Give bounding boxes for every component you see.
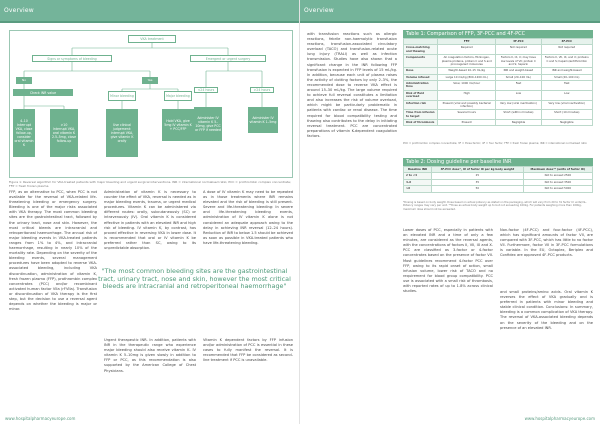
table1-cell: Present (viral and possibly bacterial infection): [438, 100, 496, 110]
right-footer-url[interactable]: www.hospitalpharmacyeurope.com: [524, 416, 595, 421]
flow-emergent-surgery: Emergent or urgent surgery: [190, 55, 266, 62]
left-header: [0, 0, 299, 23]
right-header-title: Overview: [304, 7, 334, 14]
table1-cell: Slow; 1000 mL/hour: [438, 81, 496, 91]
flow-major-bleeding: Major bleeding: [164, 91, 192, 101]
right-column-3: Non-factor (4F-PCC) and four-factor (4F-PCC), which has significant amounts of factor VII, are compared with 3F-PCC, which has little to no factor VII. Furthermore, factor VII in 3F-PCC formulations is variable. In the EU, Octaplex, Beriplex and Confidex are approved 4F-PCC products.: [500, 228, 593, 258]
table1-cell: Volume infused: [404, 74, 438, 80]
table2-body: [404, 173, 593, 192]
table1-row: [404, 120, 593, 126]
flow-minor-bleeding: Minor bleeding: [108, 91, 136, 101]
right-column-1: with transfusion reactions such as allergic reactions, febrile non-haemolytic transfusion reactions, transfusion-associated circulatory overload (TACO) and transfusion-related acute lung injury (TRALI) as well as infection transmission. Studies have also shown that a significant change in the INR following FFP transfusion is expected in FFP levels of 15 mL/kg. In addition, because each unit of plasma raises the activity of clotting factors by only 2–3%, the recommended dose to reverse VKA effect is around 15–30 mL/kg. The large volume required to achieve full reversal constitutes a limitation and also increases the risk of volume overload, which might be particularly problematic in patients with cardiac or renal disease. The time required for blood compatibility testing and thawing also contributes to the delay in initiating reversal treatment. PCC are concentrated preparations of vitamin K-dependent coagulation factors.: [307, 32, 397, 138]
table2-header-cell: 4F-PCC dose*, IU of factor IX per kg body weight: [432, 167, 524, 173]
flow-lt24: <24 hours: [194, 87, 218, 93]
table1-cell: High: [438, 90, 496, 100]
left-column-3-bottom: Vitamin K dependent factors by FFP infusion and/or administration of PCC is essential in these cases to fully manifest the reversal. It is recommended that FFP be considered as second-line treatment if PCC is unavailable.: [203, 338, 293, 363]
flow-vka-treatment: VKA treatment: [128, 35, 176, 43]
table1-cell: INR and weight-based: [541, 68, 592, 74]
flow-major-action: Hold VKA, give 5mg IV vitamin K + PCC/FFP: [162, 109, 194, 141]
flow-check-inr: Check INR value: [13, 89, 73, 96]
table1-cell: Low: [496, 90, 541, 100]
table1-cell: Short (within minutes): [496, 110, 541, 120]
table1-cell: Small (20–100 mL): [496, 74, 541, 80]
table1-cell: Low: [541, 90, 592, 100]
table2-header-cell: Baseline INR: [404, 167, 432, 173]
reversal-flowchart: [9, 30, 293, 178]
table1-cell: Risk of thrombosis: [404, 120, 438, 126]
right-page: [300, 0, 600, 424]
flow-gt24: >24 hours: [250, 87, 274, 93]
flow-signs-bleeding: Signs or symptoms of bleeding: [32, 55, 112, 62]
table1-cell: Large 10 mL/kg (800–1200 mL): [438, 74, 496, 80]
table1-cell: Dose: [404, 68, 438, 74]
table1-cell: INR and weight-based: [496, 68, 541, 74]
table1-header-cell: 3F-PCC: [496, 39, 541, 45]
flow-gt24-action: Administer IV vitamin K 1–5mg: [248, 107, 278, 133]
figure-caption: Figure 1: Reversal algorithm for VKA-treated patients with major bleeding and urgent surgical interventions. INR = international normalised ratio; PCC = prothrombin complex concentrate; FFP = fresh frozen plasma: [9, 180, 292, 188]
table1-cell: Very low (viral inactivation): [496, 100, 541, 110]
table1-cell: Negligible: [541, 120, 592, 126]
table2-dosing-guideline: [403, 166, 593, 193]
table2-cell: Not to exceed 5000: [523, 186, 592, 192]
flow-inr-gt10: >10 Interrupt VKA, oral vitamin K 2.5–5mg, close follow-up: [50, 109, 78, 157]
table1-cell: Factors II, VII, IX, and X; proteins C and S; heparin/antithrombin: [541, 55, 592, 68]
left-column-3: A dose of IV vitamin K may need to be repeated as in those treatments where INR remains elevated and the risk of bleeding is still present. Severe and life-threatening bleeding: In severe and life-threatening bleeding events, administration of IV vitamin K alone is not considered an adequate approach owing to the delay in achieving INR reversal (12–24 hours). Reduction of INR to below 1.5 should be achieved as soon as possible in VKA-treated patients who have life-threatening bleeding.: [203, 190, 293, 245]
table1-cell: Short (10 minutes): [541, 110, 592, 120]
left-footer-url[interactable]: www.hospitalpharmacyeurope.com: [5, 416, 76, 421]
table1-cell: Cross-matching and thawing: [404, 45, 438, 55]
pull-quote: "The most common bleeding sites are the gastrointestinal tract, urinary tract, nose and skin, however the most critical bleeds are intracranial and retroperitoneal haemorrhage": [98, 267, 291, 291]
table1-cell: Infection risk: [404, 100, 438, 110]
table2-cell: 4–6: [404, 179, 432, 185]
table1-cell: Required: [438, 45, 496, 55]
table1-cell: Time from infusion to target: [404, 110, 438, 120]
table1-row: [404, 81, 593, 91]
table1-title: Table 1: Comparison of FFP, 3F-PCC and 4F-PCC: [403, 30, 593, 38]
table1-cell: Not required: [496, 45, 541, 55]
table2-note: *Dosing is based on body weight. Dose based on actual potency as stated on the packaging, which will vary from 20 to 31 factor IX units/mL. Potency ranges may vary per unit. **Dose as actual body weight up to but not exceeding 100kg. For patients weighing more than 100kg, maximum dose should not be exceeded.: [403, 201, 587, 211]
table2-row: [404, 186, 593, 192]
table2-cell: Not to exceed 3500: [523, 179, 592, 185]
table1-cell: Components: [404, 55, 438, 68]
table2-cell: 35: [432, 179, 524, 185]
left-column-2-bottom: Urgent therapeutic INR. In addition, patients with INR in the therapeutic range who experience major bleeding should also receive vitamin K. IV vitamin K 5–10mg is given slowly in addition to FFP or PCC, as this recommendation is also supported by the American College of Chest Physicians.: [104, 338, 196, 373]
table1-cell: Small (20–100 mL): [541, 74, 592, 80]
table1-cell: Fast: [541, 81, 592, 91]
table1-cell: All coagulation factors, fibrinogen, plasma proteins, protein C and S and procoagulant molecules: [438, 55, 496, 68]
right-column-4: and small proteins/amino acids. Oral vitamin K reverses the effect of VKA gradually and is preferred in patients with minor bleeding and stable clinical condition. Conclusions: In summary, bleeding is a common complication of VKA therapy. The reversal of VKA-associated bleeding depends on the severity of the bleeding and on the presence of an elevated INR.: [500, 290, 593, 330]
table2-cell: 2 to <4: [404, 173, 432, 179]
flow-inr-4-10: 4–10 Interrupt VKA, close follow-up, consider oral vitamin K: [13, 109, 35, 157]
table1-ffp-pcc-comparison: [403, 38, 593, 126]
table2-cell: >6: [404, 186, 432, 192]
table1-header-cell: FFP: [438, 39, 496, 45]
table2-cell: 50: [432, 186, 524, 192]
right-column-2: Lower doses of PCC, especially in patients with an elevated INR and a time of only a few minutes, are considered as the reversal agents, with the concentrations of factors II, VII, IX and X. PCC are classified as 3-factor or 4-factor concentrates based on the presence of factor VII. Most guidelines recommend 4-factor PCC over FFP, owing to its rapid onset of action, small infusion volume, lower risk of TACO and no requirement for blood group compatibility. PCC use is associated with a small risk of thrombosis, with reported rates of up to 1.8% across clinical studies.: [403, 228, 493, 294]
table1-cell: Weight-based 10–15 mL/kg: [438, 68, 496, 74]
table1-header-cell: 4F-PCC: [541, 39, 592, 45]
table1-row: [404, 100, 593, 110]
table1-cell: Fast: [496, 81, 541, 91]
flow-yes-label: Yes: [142, 77, 158, 84]
table1-row: [404, 45, 593, 55]
right-header: [300, 0, 600, 23]
left-column-2: Administration of vitamin K is necessary to counter the effect of VKA, reversal is needed as in major bleeding events, trauma, or urgent medical procedures. Vitamin K can be administered via different routes: orally, subcutaneously (SC) or intravenously (IV). Oral vitamin K is considered effective in patients with an elevated INR and high risk of bleeding. IV vitamin K, by contrast, has proved effective in reversing VKA in lower dose. It is recommended that oral or IV vitamin K be preferred rather than SC, owing to its unpredictable absorption.: [104, 190, 196, 251]
table1-row: [404, 110, 593, 120]
table2-header-cell: Maximum dose** (units of factor IX): [523, 167, 592, 173]
table1-row: [404, 55, 593, 68]
table1-body: [404, 45, 593, 126]
table1-cell: Several hours: [438, 110, 496, 120]
left-header-title: Overview: [4, 7, 34, 14]
table1-cell: Present: [438, 120, 496, 126]
left-column-1: FFP, as an alternative to PCC, when PCC is not available for the reversal of VKA-related life-threatening bleeding or emergency surgery. Bleeding is one of the major risks associated with VKA therapy. The most common bleeding sites are the gastrointestinal tract, followed by the urinary tract, nose and skin. However, the most critical bleeds are intracranial and retroperitoneal haemorrhage. The annual risk of major bleeding events in VKA-treated patients ranges from 1% to 4%, and intracranial haemorrhage, resulting in nearly 10% of the mortality rate. Depending on the severity of the bleeding events, several management procedures have been adopted to reverse VKA-associated bleeding, including VKA discontinuation, administration of vitamin K, fresh frozen plasma (FFP), prothrombin complex concentrates (PCC) and/or recombinant activated human factor VIIa (rFVIIa). Transfusion or discontinuation of VKA therapy is the first step, but the decision to use a reversal agent depends on whether the bleeding is major or minor.: [9, 190, 97, 312]
table1-cell: Administration time: [404, 81, 438, 91]
table1-row: [404, 90, 593, 100]
table1-note: PCC = prothrombin complex concentrate; 3F = three factor; 4F = four factor; FFP = fresh frozen plasma; INR = international normalised ratio: [403, 142, 587, 145]
table2-title: Table 2: Dosing guideline per baseline INR: [403, 158, 593, 166]
flow-lt24-action: Administer IV vitamin K 5–10mg, give PCC or FFP if needed: [194, 107, 222, 141]
table2-cell: Not to exceed 2500: [523, 173, 592, 179]
table1-cell: Negligible: [496, 120, 541, 126]
flow-no-label: No: [16, 77, 32, 84]
table2-cell: 25: [432, 173, 524, 179]
table1-cell: Risk of fluid overload: [404, 90, 438, 100]
table1-cell: Very low (viral inactivation): [541, 100, 592, 110]
flow-minor-action: Use clinical judgement: interrupt VKA, give vitamin K orally: [106, 109, 138, 157]
table1-cell: Not required: [541, 45, 592, 55]
table1-cell: Factors II, IX, X; may have low levels of VII; protein C and S; heparin: [496, 55, 541, 68]
